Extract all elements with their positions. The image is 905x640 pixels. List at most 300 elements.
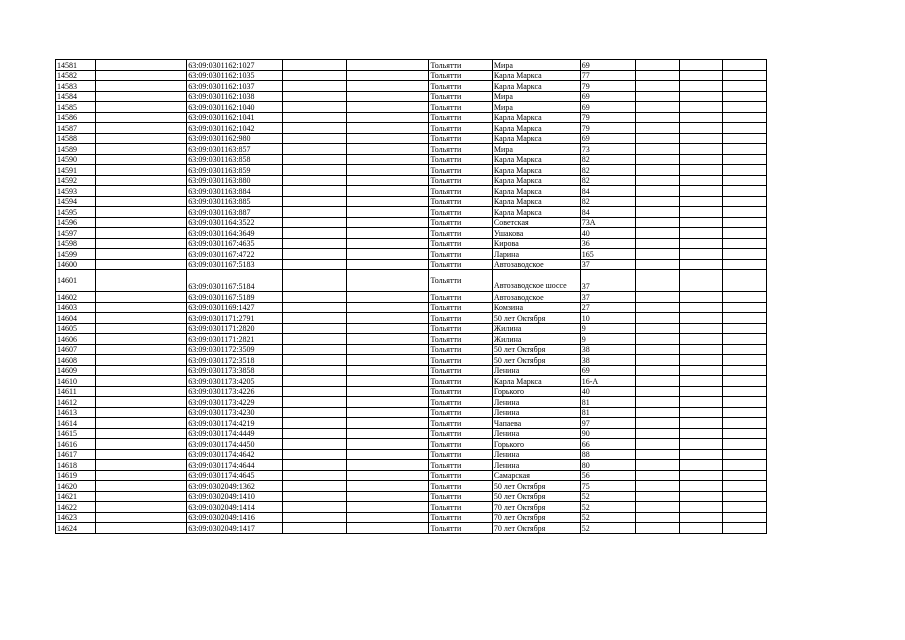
empty-cell [722, 334, 767, 345]
empty-cell [680, 91, 722, 102]
row-number-cell: 14620 [56, 481, 96, 492]
empty-cell [96, 154, 187, 165]
empty-cell [96, 123, 187, 134]
house-number-cell: 69 [580, 91, 635, 102]
table-row [56, 165, 767, 176]
empty-cell [346, 323, 429, 334]
empty-cell [96, 175, 187, 186]
empty-cell [346, 470, 429, 481]
city-cell: Тольятти [429, 355, 492, 366]
house-number-cell: 56 [580, 470, 635, 481]
house-number-cell: 37 [580, 259, 635, 270]
empty-cell [283, 449, 346, 460]
empty-cell [346, 481, 429, 492]
empty-cell [96, 512, 187, 523]
table-body [56, 60, 767, 534]
row-number-cell: 14601 [56, 270, 96, 292]
street-cell: Мира [492, 102, 580, 113]
city-cell: Тольятти [429, 523, 492, 534]
house-number-cell: 77 [580, 70, 635, 81]
empty-cell [346, 91, 429, 102]
empty-cell [346, 428, 429, 439]
city-cell: Тольятти [429, 102, 492, 113]
city-cell: Тольятти [429, 154, 492, 165]
empty-cell [283, 523, 346, 534]
table-row [56, 302, 767, 313]
empty-cell [635, 60, 679, 71]
house-number-cell: 69 [580, 365, 635, 376]
row-number-cell: 14602 [56, 292, 96, 303]
empty-cell [722, 60, 767, 71]
row-number-cell: 14598 [56, 238, 96, 249]
empty-cell [283, 470, 346, 481]
street-cell: Комзина [492, 302, 580, 313]
empty-cell [680, 376, 722, 387]
house-number-cell: 52 [580, 502, 635, 513]
table-row [56, 313, 767, 324]
city-cell: Тольятти [429, 481, 492, 492]
table-row [56, 491, 767, 502]
house-number-cell: 38 [580, 355, 635, 366]
empty-cell [680, 259, 722, 270]
cadastral-number-cell: 63:09:0301174:4450 [187, 439, 283, 450]
row-number-cell: 14590 [56, 154, 96, 165]
city-cell: Тольятти [429, 207, 492, 218]
empty-cell [680, 449, 722, 460]
empty-cell [283, 217, 346, 228]
cadastral-number-cell: 63:09:0301174:4644 [187, 460, 283, 471]
empty-cell [635, 70, 679, 81]
empty-cell [283, 186, 346, 197]
empty-cell [635, 323, 679, 334]
city-cell: Тольятти [429, 292, 492, 303]
empty-cell [96, 355, 187, 366]
empty-cell [346, 196, 429, 207]
house-number-cell: 27 [580, 302, 635, 313]
empty-cell [346, 123, 429, 134]
empty-cell [722, 313, 767, 324]
city-cell: Тольятти [429, 386, 492, 397]
empty-cell [635, 102, 679, 113]
empty-cell [722, 460, 767, 471]
street-cell: Жилина [492, 334, 580, 345]
empty-cell [722, 144, 767, 155]
house-number-cell: 52 [580, 523, 635, 534]
empty-cell [635, 439, 679, 450]
house-number-cell: 80 [580, 460, 635, 471]
data-table [55, 59, 767, 534]
empty-cell [680, 470, 722, 481]
house-number-cell: 75 [580, 481, 635, 492]
table-row [56, 133, 767, 144]
street-cell: 50 лет Октября [492, 355, 580, 366]
city-cell: Тольятти [429, 334, 492, 345]
street-cell: Карла Маркса [492, 196, 580, 207]
table-row [56, 460, 767, 471]
table-row [56, 355, 767, 366]
house-number-cell: 66 [580, 439, 635, 450]
row-number-cell: 14609 [56, 365, 96, 376]
empty-cell [283, 196, 346, 207]
empty-cell [680, 270, 722, 292]
empty-cell [680, 481, 722, 492]
empty-cell [635, 123, 679, 134]
street-cell: Мира [492, 60, 580, 71]
cadastral-number-cell: 63:09:0301174:4645 [187, 470, 283, 481]
empty-cell [635, 196, 679, 207]
empty-cell [96, 418, 187, 429]
empty-cell [283, 207, 346, 218]
empty-cell [346, 81, 429, 92]
cadastral-number-cell: 63:09:0301163:858 [187, 154, 283, 165]
street-cell: Карла Маркса [492, 133, 580, 144]
empty-cell [346, 175, 429, 186]
city-cell: Тольятти [429, 112, 492, 123]
empty-cell [283, 154, 346, 165]
empty-cell [96, 523, 187, 534]
empty-cell [680, 302, 722, 313]
row-number-cell: 14621 [56, 491, 96, 502]
empty-cell [635, 144, 679, 155]
empty-cell [283, 228, 346, 239]
house-number-cell: 40 [580, 386, 635, 397]
table-row [56, 196, 767, 207]
city-cell: Тольятти [429, 249, 492, 260]
empty-cell [635, 334, 679, 345]
empty-cell [346, 270, 429, 292]
empty-cell [96, 259, 187, 270]
street-cell: 50 лет Октября [492, 491, 580, 502]
empty-cell [346, 60, 429, 71]
city-cell: Тольятти [429, 70, 492, 81]
house-number-cell: 38 [580, 344, 635, 355]
empty-cell [680, 175, 722, 186]
house-number-cell: 9 [580, 323, 635, 334]
empty-cell [283, 344, 346, 355]
empty-cell [635, 365, 679, 376]
table-row [56, 81, 767, 92]
street-cell: Ушакова [492, 228, 580, 239]
city-cell: Тольятти [429, 144, 492, 155]
cadastral-number-cell: 63:09:0301167:5189 [187, 292, 283, 303]
empty-cell [346, 407, 429, 418]
city-cell: Тольятти [429, 418, 492, 429]
house-number-cell: 84 [580, 207, 635, 218]
table-row [56, 270, 767, 292]
empty-cell [283, 439, 346, 450]
empty-cell [680, 386, 722, 397]
empty-cell [680, 81, 722, 92]
empty-cell [96, 102, 187, 113]
cadastral-number-cell: 63:09:0302049:1362 [187, 481, 283, 492]
empty-cell [635, 397, 679, 408]
empty-cell [722, 102, 767, 113]
empty-cell [96, 228, 187, 239]
empty-cell [283, 355, 346, 366]
empty-cell [346, 502, 429, 513]
empty-cell [722, 133, 767, 144]
empty-cell [722, 376, 767, 387]
street-cell: 70 лет Октября [492, 502, 580, 513]
empty-cell [722, 302, 767, 313]
empty-cell [283, 302, 346, 313]
row-number-cell: 14600 [56, 259, 96, 270]
empty-cell [635, 418, 679, 429]
house-number-cell: 37 [580, 292, 635, 303]
empty-cell [283, 334, 346, 345]
house-number-cell: 81 [580, 397, 635, 408]
empty-cell [346, 386, 429, 397]
empty-cell [283, 249, 346, 260]
street-cell: Ленина [492, 365, 580, 376]
empty-cell [722, 249, 767, 260]
cadastral-number-cell: 63:09:0301163:857 [187, 144, 283, 155]
empty-cell [283, 512, 346, 523]
cadastral-number-cell: 63:09:0301163:859 [187, 165, 283, 176]
table-row [56, 407, 767, 418]
city-cell: Тольятти [429, 323, 492, 334]
empty-cell [680, 207, 722, 218]
table-row [56, 102, 767, 113]
empty-cell [680, 70, 722, 81]
empty-cell [680, 154, 722, 165]
cadastral-number-cell: 63:09:0301163:887 [187, 207, 283, 218]
city-cell: Тольятти [429, 470, 492, 481]
row-number-cell: 14624 [56, 523, 96, 534]
row-number-cell: 14591 [56, 165, 96, 176]
street-cell: Карла Маркса [492, 112, 580, 123]
row-number-cell: 14594 [56, 196, 96, 207]
city-cell: Тольятти [429, 376, 492, 387]
empty-cell [635, 523, 679, 534]
cadastral-number-cell: 63:09:0301171:2791 [187, 313, 283, 324]
city-cell: Тольятти [429, 81, 492, 92]
table-row [56, 428, 767, 439]
city-cell: Тольятти [429, 428, 492, 439]
empty-cell [283, 365, 346, 376]
street-cell: Ларина [492, 249, 580, 260]
empty-cell [346, 439, 429, 450]
row-number-cell: 14597 [56, 228, 96, 239]
empty-cell [635, 259, 679, 270]
table-row [56, 512, 767, 523]
row-number-cell: 14619 [56, 470, 96, 481]
cadastral-number-cell: 63:09:0301173:4205 [187, 376, 283, 387]
table-row [56, 502, 767, 513]
street-cell: Карла Маркса [492, 186, 580, 197]
house-number-cell: 69 [580, 133, 635, 144]
city-cell: Тольятти [429, 123, 492, 134]
empty-cell [96, 60, 187, 71]
empty-cell [346, 186, 429, 197]
row-number-cell: 14581 [56, 60, 96, 71]
row-number-cell: 14603 [56, 302, 96, 313]
street-cell: Карла Маркса [492, 81, 580, 92]
row-number-cell: 14584 [56, 91, 96, 102]
house-number-cell: 36 [580, 238, 635, 249]
empty-cell [283, 292, 346, 303]
cadastral-number-cell: 63:09:0302049:1410 [187, 491, 283, 502]
house-number-cell: 79 [580, 81, 635, 92]
cadastral-number-cell: 63:09:0301162:1041 [187, 112, 283, 123]
empty-cell [680, 523, 722, 534]
empty-cell [635, 91, 679, 102]
empty-cell [722, 439, 767, 450]
empty-cell [346, 334, 429, 345]
empty-cell [96, 323, 187, 334]
table-row [56, 481, 767, 492]
street-cell: Карла Маркса [492, 165, 580, 176]
row-number-cell: 14614 [56, 418, 96, 429]
empty-cell [722, 228, 767, 239]
empty-cell [680, 491, 722, 502]
empty-cell [680, 397, 722, 408]
empty-cell [346, 217, 429, 228]
empty-cell [346, 491, 429, 502]
house-number-cell: 79 [580, 112, 635, 123]
empty-cell [722, 91, 767, 102]
empty-cell [635, 165, 679, 176]
city-cell: Тольятти [429, 397, 492, 408]
cadastral-number-cell: 63:09:0301173:4229 [187, 397, 283, 408]
house-number-cell: 10 [580, 313, 635, 324]
empty-cell [346, 523, 429, 534]
city-cell: Тольятти [429, 228, 492, 239]
table-row [56, 70, 767, 81]
empty-cell [283, 91, 346, 102]
cadastral-number-cell: 63:09:0301162:1037 [187, 81, 283, 92]
house-number-cell: 82 [580, 165, 635, 176]
empty-cell [635, 428, 679, 439]
empty-cell [96, 334, 187, 345]
empty-cell [283, 165, 346, 176]
cadastral-number-cell: 63:09:0301163:885 [187, 196, 283, 207]
empty-cell [722, 428, 767, 439]
city-cell: Тольятти [429, 196, 492, 207]
empty-cell [346, 512, 429, 523]
empty-cell [680, 249, 722, 260]
row-number-cell: 14595 [56, 207, 96, 218]
row-number-cell: 14599 [56, 249, 96, 260]
street-cell: 70 лет Октября [492, 523, 580, 534]
cadastral-number-cell: 63:09:0301162:1038 [187, 91, 283, 102]
empty-cell [346, 376, 429, 387]
empty-cell [635, 355, 679, 366]
city-cell: Тольятти [429, 186, 492, 197]
empty-cell [680, 439, 722, 450]
empty-cell [722, 512, 767, 523]
empty-cell [96, 386, 187, 397]
street-cell: Карла Маркса [492, 207, 580, 218]
row-number-cell: 14608 [56, 355, 96, 366]
city-cell: Тольятти [429, 460, 492, 471]
cadastral-number-cell: 63:09:0301169:1427 [187, 302, 283, 313]
empty-cell [96, 91, 187, 102]
city-cell: Тольятти [429, 217, 492, 228]
row-number-cell: 14612 [56, 397, 96, 408]
cadastral-number-cell: 63:09:0302049:1416 [187, 512, 283, 523]
house-number-cell: 79 [580, 123, 635, 134]
empty-cell [680, 512, 722, 523]
empty-cell [635, 344, 679, 355]
house-number-cell: 69 [580, 102, 635, 113]
table-row [56, 439, 767, 450]
empty-cell [283, 259, 346, 270]
cadastral-number-cell: 63:09:0301173:3858 [187, 365, 283, 376]
empty-cell [96, 460, 187, 471]
empty-cell [722, 502, 767, 513]
house-number-cell: 16-А [580, 376, 635, 387]
empty-cell [346, 133, 429, 144]
house-number-cell: 37 [580, 270, 635, 292]
empty-cell [346, 313, 429, 324]
empty-cell [96, 217, 187, 228]
empty-cell [346, 355, 429, 366]
street-cell: Ленина [492, 397, 580, 408]
table-row [56, 217, 767, 228]
empty-cell [722, 344, 767, 355]
cadastral-number-cell: 63:09:0301162:1040 [187, 102, 283, 113]
city-cell: Тольятти [429, 270, 492, 292]
city-cell: Тольятти [429, 502, 492, 513]
street-cell: Советская [492, 217, 580, 228]
empty-cell [283, 460, 346, 471]
city-cell: Тольятти [429, 365, 492, 376]
empty-cell [722, 186, 767, 197]
house-number-cell: 82 [580, 154, 635, 165]
empty-cell [635, 133, 679, 144]
empty-cell [346, 344, 429, 355]
table-row [56, 323, 767, 334]
city-cell: Тольятти [429, 512, 492, 523]
empty-cell [722, 386, 767, 397]
table-row [56, 112, 767, 123]
empty-cell [722, 523, 767, 534]
cadastral-number-cell: 63:09:0301162:1027 [187, 60, 283, 71]
house-number-cell: 165 [580, 249, 635, 260]
row-number-cell: 14607 [56, 344, 96, 355]
row-number-cell: 14622 [56, 502, 96, 513]
house-number-cell: 52 [580, 512, 635, 523]
empty-cell [346, 249, 429, 260]
cadastral-number-cell: 63:09:0301167:4635 [187, 238, 283, 249]
cadastral-number-cell: 63:09:0301167:5183 [187, 259, 283, 270]
street-cell: 70 лет Октября [492, 512, 580, 523]
empty-cell [96, 186, 187, 197]
empty-cell [635, 154, 679, 165]
empty-cell [96, 502, 187, 513]
table-row [56, 238, 767, 249]
empty-cell [283, 144, 346, 155]
empty-cell [680, 144, 722, 155]
empty-cell [96, 165, 187, 176]
house-number-cell: 82 [580, 196, 635, 207]
empty-cell [722, 418, 767, 429]
table-row [56, 386, 767, 397]
empty-cell [346, 102, 429, 113]
house-number-cell: 69 [580, 60, 635, 71]
city-cell: Тольятти [429, 302, 492, 313]
empty-cell [96, 439, 187, 450]
empty-cell [96, 449, 187, 460]
empty-cell [283, 491, 346, 502]
street-cell: Самарская [492, 470, 580, 481]
house-number-cell: 9 [580, 334, 635, 345]
empty-cell [680, 428, 722, 439]
table-row [56, 154, 767, 165]
empty-cell [722, 154, 767, 165]
empty-cell [346, 228, 429, 239]
